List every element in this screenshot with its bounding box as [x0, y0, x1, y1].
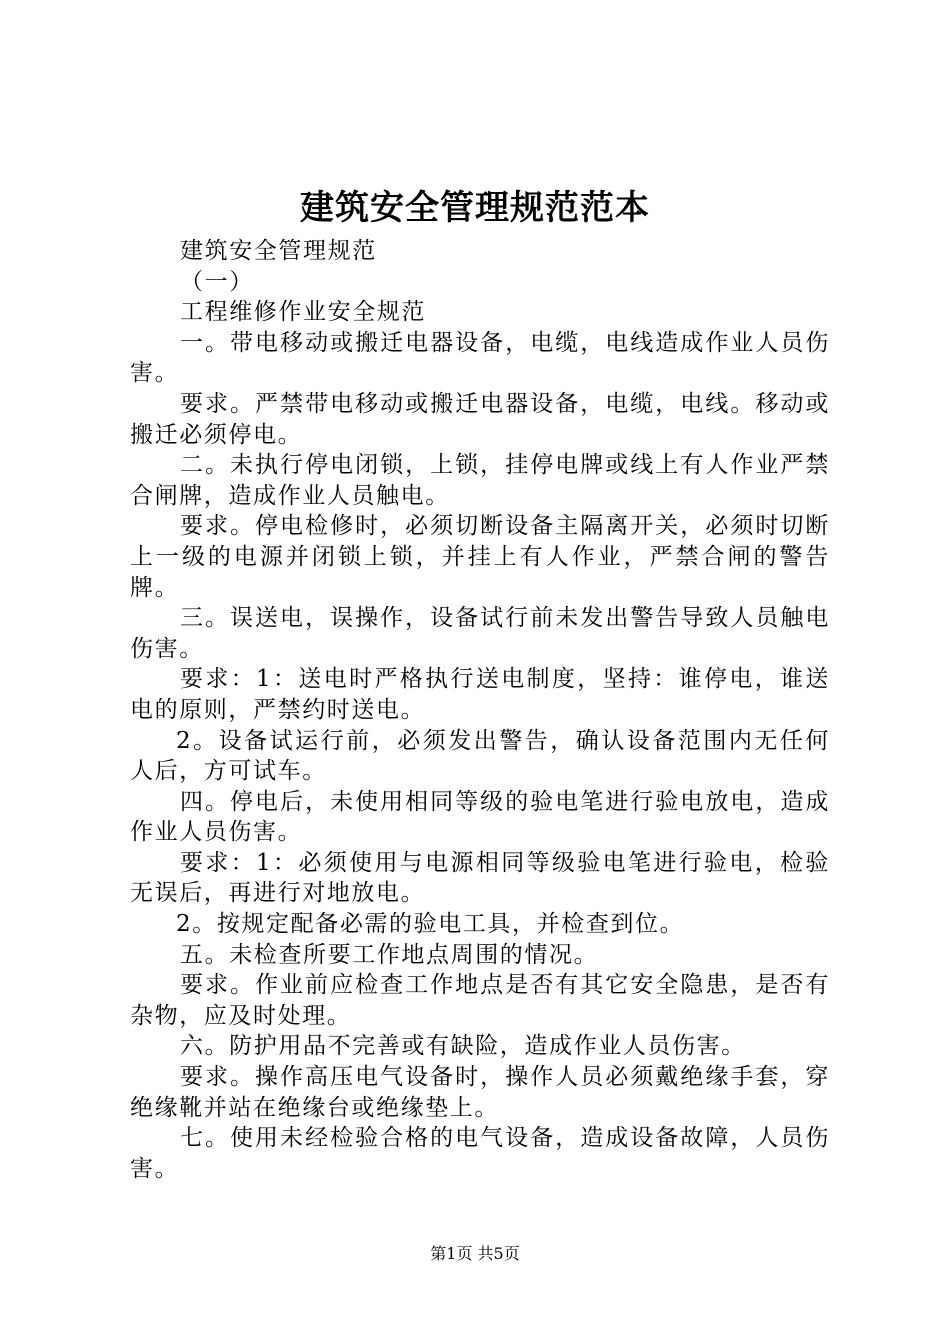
paragraph: 要求。停电检修时，必须切断设备主隔离开关，必须时切断上一级的电源并闭锁上锁，并挂上有人作业，严禁合闸的警告牌。 — [130, 513, 830, 601]
page-footer: 第1页 共5页 — [430, 1244, 520, 1263]
paragraph: 六。防护用品不完善或有缺险，造成作业人员伤害。 — [180, 1033, 746, 1060]
paragraph: 要求。作业前应检查工作地点是否有其它安全隐患，是否有杂物，应及时处理。 — [130, 972, 830, 1029]
paragraph: 三。误送电，误操作，设备试行前未发出警告导致人员触电伤害。 — [130, 605, 830, 662]
paragraph: 要求：1：必须使用与电源相同等级验电笔进行验电，检验无误后，再进行对地放电。 — [130, 849, 830, 907]
paragraph: 二。未执行停电闭锁，上锁，挂停电牌或线上有人作业严禁合闸牌，造成作业人员触电。 — [130, 452, 830, 509]
paragraph: 七。使用未经检验合格的电气设备，造成设备故障，人员伤害。 — [130, 1125, 830, 1182]
paragraph: 四。停电后，未使用相同等级的验电笔进行验电放电，造成作业人员伤害。 — [130, 788, 830, 846]
document-title: 建筑安全管理规范范本 — [300, 188, 650, 228]
paragraph: 五。未检查所要工作地点周围的情况。 — [180, 941, 599, 968]
document-body — [130, 236, 830, 1184]
paragraph: 2。按规定配备必需的验电工具，并检查到位。 — [176, 911, 685, 938]
paragraph: 要求。严禁带电移动或搬迁电器设备，电缆，电线。移动或搬迁必须停电。 — [130, 390, 830, 448]
paragraph: 2。设备试运行前，必须发出警告，确认设备范围内无任何人后，方可试车。 — [130, 727, 830, 785]
paragraph: （一） — [180, 268, 254, 295]
paragraph: 要求：1：送电时严格执行送电制度，坚持：谁停电，谁送电的原则，严禁约时送电。 — [130, 666, 830, 723]
paragraph: 一。带电移动或搬迁电器设备，电缆，电线造成作业人员伤害。 — [130, 329, 830, 387]
paragraph: 要求。操作高压电气设备时，操作人员必须戴绝缘手套，穿绝缘靴并站在绝缘台或绝缘垫上。 — [130, 1064, 830, 1121]
paragraph: 工程维修作业安全规范 — [180, 299, 426, 326]
paragraph: 建筑安全管理规范 — [180, 238, 377, 264]
